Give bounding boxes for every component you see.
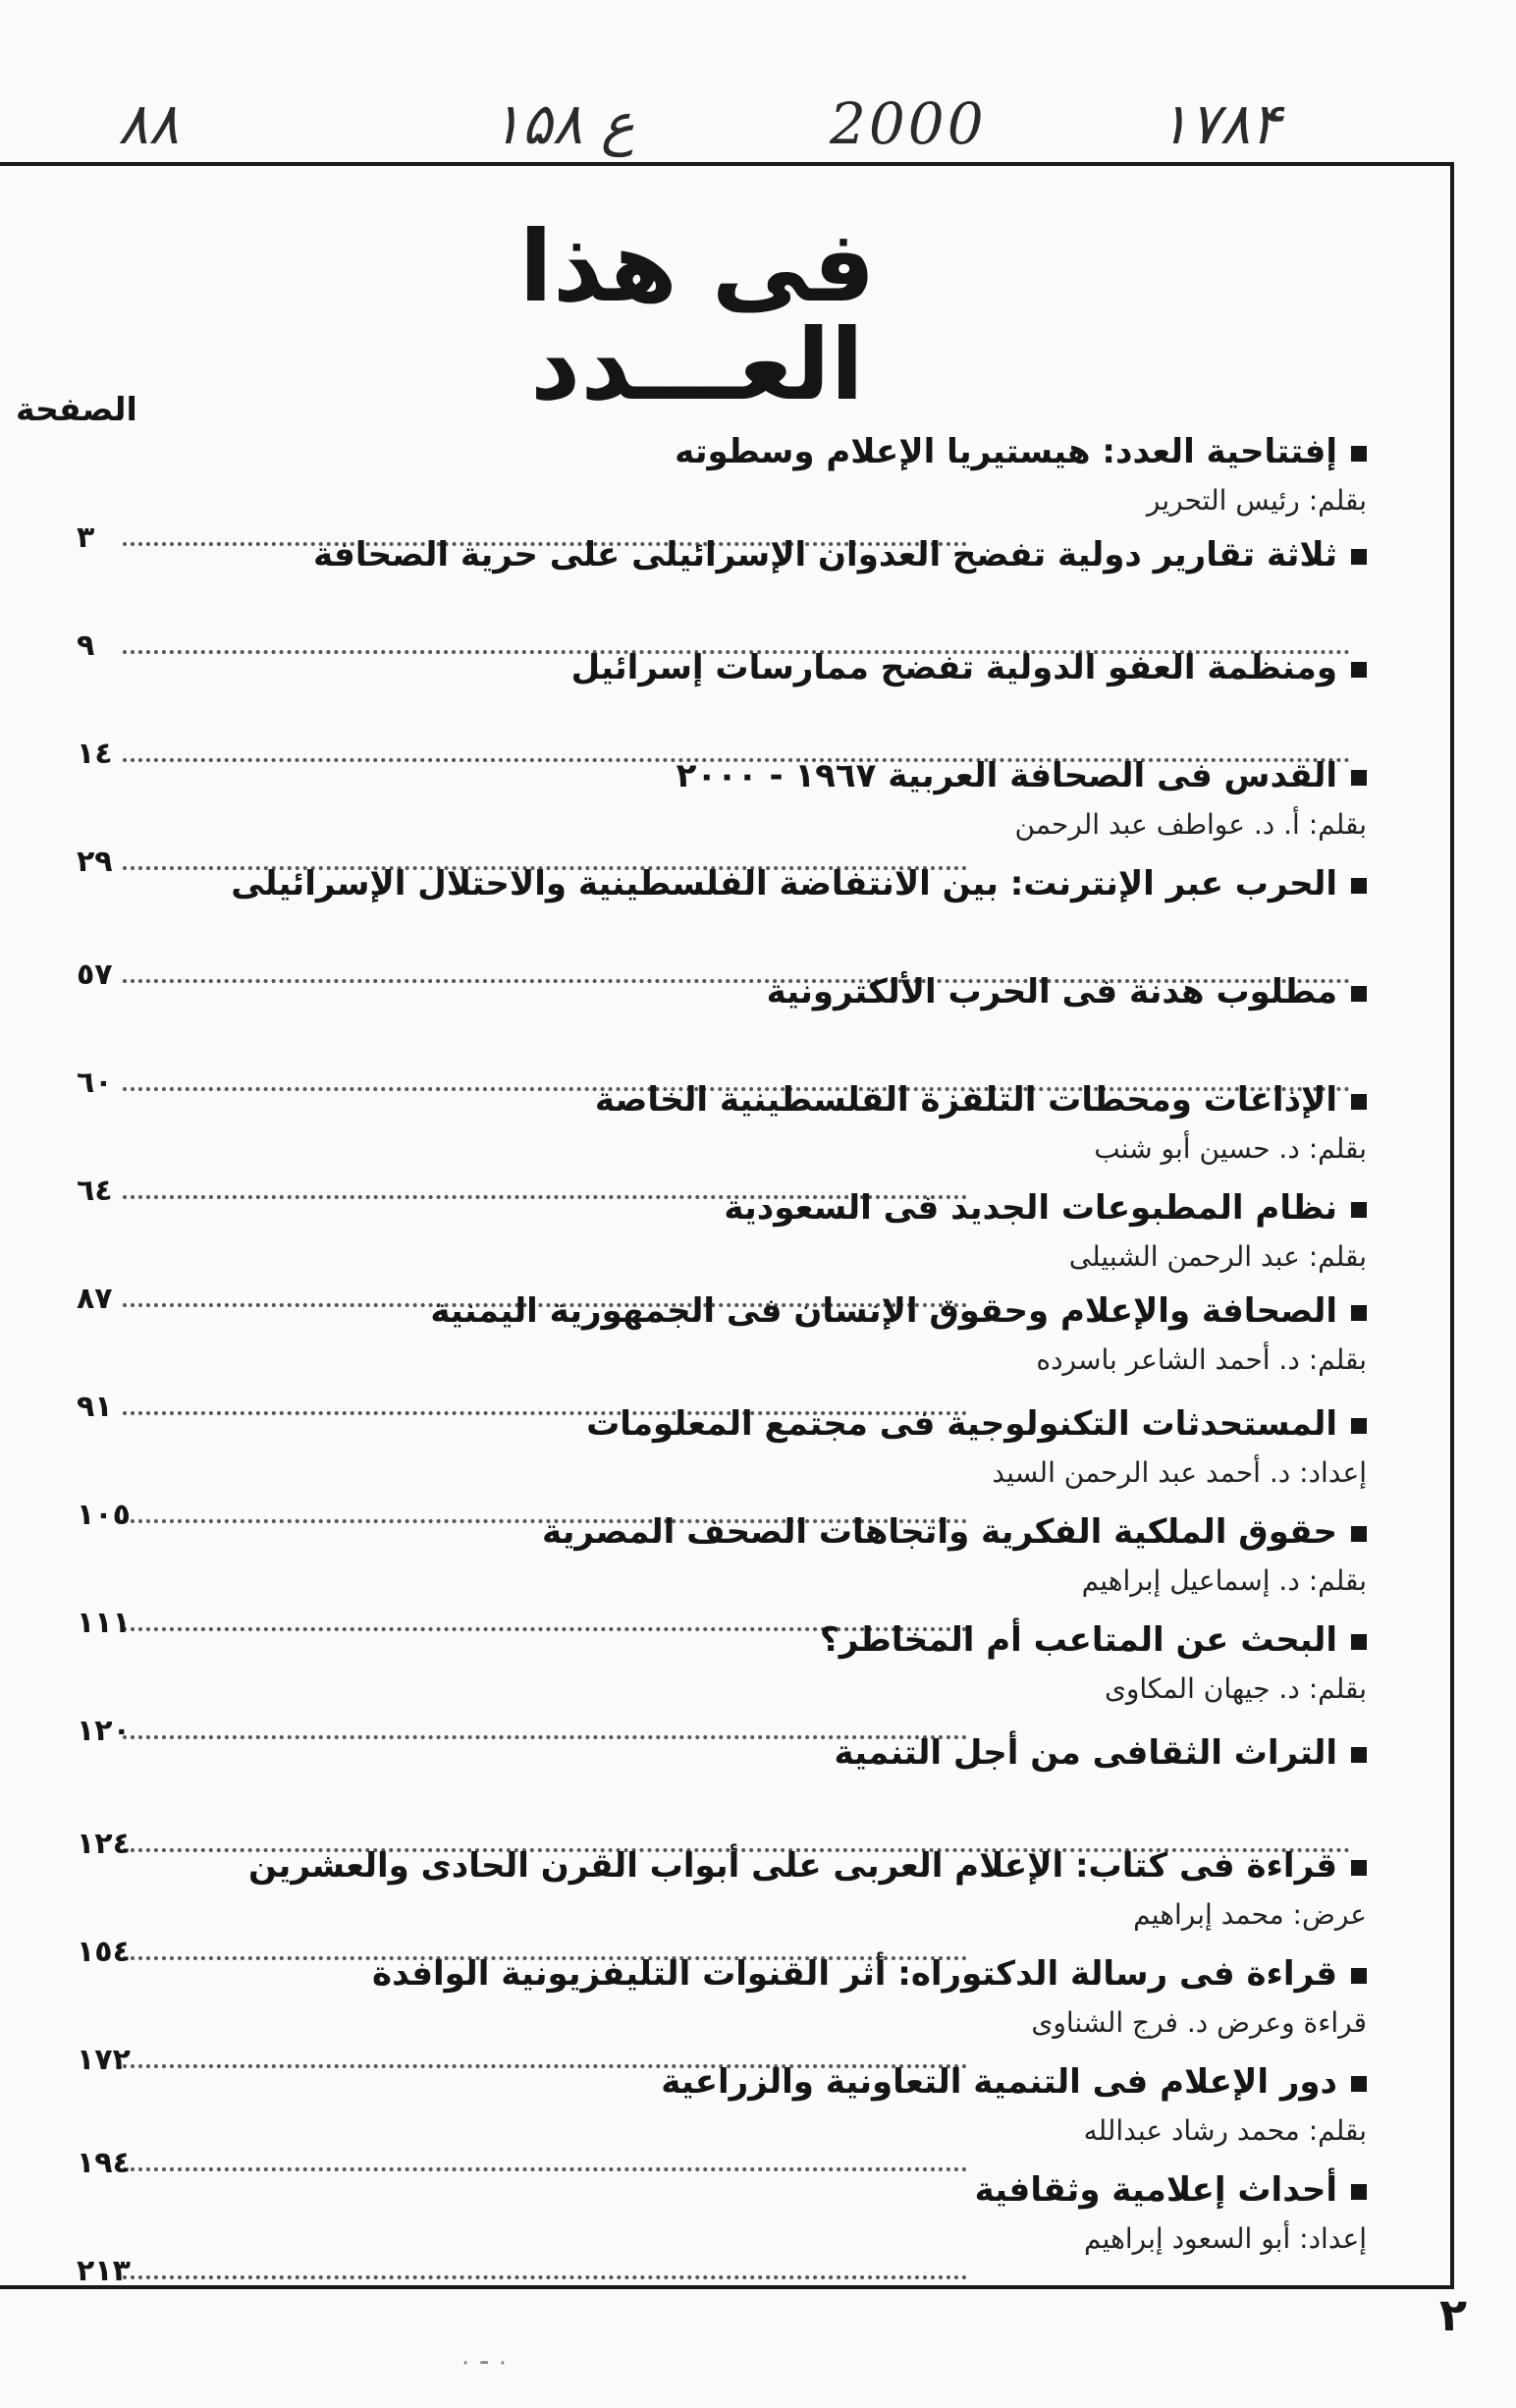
toc-entry-title-text: الحرب عبر الإنترنت: بين الانتفاضة الفلسطينية والاحتلال الإسرائيلى	[231, 864, 1337, 903]
square-bullet-icon	[1351, 446, 1367, 462]
toc-entry-title	[231, 864, 1367, 903]
toc-entry-author: بقلم: د. إسماعيل إبراهيم	[1081, 1564, 1367, 1597]
square-bullet-icon	[1351, 770, 1367, 786]
square-bullet-icon	[1351, 878, 1367, 894]
square-bullet-icon	[1351, 1968, 1367, 1984]
toc-entry-title	[313, 535, 1367, 575]
toc-entry-page-number: ۲۹	[77, 845, 113, 879]
folio-page-number: ۲	[1439, 2288, 1468, 2341]
square-bullet-icon	[1351, 662, 1367, 678]
page-column-label: الصفحة	[16, 390, 137, 428]
toc-entry-title	[542, 1512, 1367, 1552]
toc-entry-title-text: قراءة فى رسالة الدكتوراه: أثر القنوات التليفزيونية الوافدة	[372, 1954, 1337, 1994]
toc-entry-title	[820, 1620, 1367, 1660]
handwritten-note-center-right: 2000	[830, 90, 987, 157]
toc-entry-page-number: ۱۲٤	[77, 1827, 131, 1861]
toc-entry-title-text: المستحدثات التكنولوجية فى مجتمع المعلومات	[586, 1404, 1337, 1444]
handwritten-note-center-left: ۱۵۸ ع	[491, 90, 635, 157]
toc-entry-page-number: ٥۷	[77, 958, 113, 992]
square-bullet-icon	[1351, 1094, 1367, 1110]
square-bullet-icon	[1351, 2076, 1367, 2092]
toc-entry-author: بقلم: د. جيهان المكاوى	[1104, 1672, 1367, 1705]
toc-entry-title-text: الصحافة والإعلام وحقوق الإنسان فى الجمهورية اليمنية	[430, 1291, 1337, 1331]
square-bullet-icon	[1351, 1202, 1367, 1218]
toc-entry-author: بقلم: د. حسين أبو شنب	[1094, 1132, 1367, 1165]
toc-entry-page-number: ٦٤	[77, 1174, 113, 1208]
toc-entry-title-text: القدس فى الصحافة العربية ۱۹٦۷ - ۲۰۰۰	[676, 756, 1337, 795]
toc-entry-title	[724, 1188, 1367, 1228]
toc-entry-author: بقلم: رئيس التحرير	[1146, 484, 1367, 517]
square-bullet-icon	[1351, 2184, 1367, 2200]
toc-entry-author: إعداد: أبو السعود إبراهيم	[1084, 2222, 1367, 2255]
toc-entry-author: بقلم: عبد الرحمن الشبيلى	[1068, 1240, 1367, 1273]
toc-entry-title	[571, 648, 1367, 687]
toc-entry-page-number: ۱۰٥	[77, 1498, 131, 1532]
toc-entry-page-number: ۲۱۳	[77, 2254, 131, 2288]
toc-entry-title	[835, 1733, 1367, 1773]
scan-smudge: · ⁃ ·	[461, 2349, 508, 2379]
toc-entry-title-text: الإذاعات ومحطات التلفزة الفلسطينية الخاصة	[594, 1080, 1337, 1120]
toc-entry-title-text: البحث عن المتاعب أم المخاطر؟	[820, 1620, 1337, 1660]
toc-entry-title-text: ثلاثة تقارير دولية تفضح العدوان الإسرائيلى على حرية الصحافة	[312, 535, 1337, 575]
toc-entry-author: عرض: محمد إبراهيم	[1133, 1898, 1367, 1931]
square-bullet-icon	[1351, 1526, 1367, 1542]
toc-entry-title-text: مطلوب هدنة فى الحرب الألكترونية	[766, 972, 1337, 1012]
toc-entry-title-text: التراث الثقافى من أجل التنمية	[834, 1733, 1337, 1773]
square-bullet-icon	[1351, 986, 1367, 1002]
square-bullet-icon	[1351, 1747, 1367, 1763]
square-bullet-icon	[1351, 1305, 1367, 1321]
handwritten-note-left: ۸۸	[118, 90, 180, 157]
square-bullet-icon	[1351, 1418, 1367, 1434]
toc-entry-page-number: ۱۱۱	[77, 1606, 131, 1640]
dot-leader	[123, 2275, 967, 2279]
square-bullet-icon	[1351, 1634, 1367, 1650]
square-bullet-icon	[1351, 1860, 1367, 1876]
toc-entry-page-number: ۱۷۲	[77, 2043, 131, 2077]
toc-entry-title-text: ومنظمة العفو الدولية تفضح ممارسات إسرائيل	[570, 648, 1337, 687]
toc-entry-title	[586, 1404, 1367, 1444]
toc-entry-author: بقلم: د. أحمد الشاعر باسرده	[1036, 1343, 1367, 1376]
toc-entry-title	[767, 972, 1367, 1012]
toc-entry-author: بقلم: أ. د. عواطف عبد الرحمن	[1014, 808, 1367, 841]
toc-entry-page-number: ۱۹٤	[77, 2146, 131, 2180]
toc-entry-title	[430, 1291, 1367, 1331]
toc-entry-page-number: ۱۲۰	[77, 1714, 131, 1748]
page-title: فى هذا العـــدد	[518, 209, 876, 422]
toc-entry-page-number: ۱٤	[77, 737, 113, 771]
toc-entry-page-number: ٦۰	[77, 1066, 113, 1100]
toc-entry-author: قراءة وعرض د. فرج الشناوى	[1031, 2006, 1367, 2039]
square-bullet-icon	[1351, 549, 1367, 565]
toc-entry-page-number: ۸۷	[77, 1282, 113, 1316]
toc-entry-author: إعداد: د. أحمد عبد الرحمن السيد	[992, 1456, 1367, 1489]
toc-entry-title-text: أحداث إعلامية وثقافية	[974, 2170, 1337, 2210]
toc-entry-title-text: حقوق الملكية الفكرية واتجاهات الصحف المصرية	[542, 1512, 1337, 1552]
toc-entry-author: بقلم: محمد رشاد عبدالله	[1083, 2114, 1367, 2147]
toc-entry-title-text: إفتتاحية العدد: هيستيريا الإعلام وسطوته	[675, 432, 1337, 471]
toc-entry-page-number: ۹	[77, 629, 95, 663]
handwritten-note-right: ۱۷۸۴	[1159, 90, 1281, 157]
toc-entry-title	[595, 1080, 1367, 1120]
toc-entry-title	[661, 2062, 1367, 2102]
toc-entry-title	[675, 432, 1367, 471]
dot-leader	[123, 2167, 967, 2171]
toc-entry-page-number: ۹۱	[77, 1390, 113, 1424]
toc-entry-title-text: دور الإعلام فى التنمية التعاونية والزراعية	[661, 2062, 1337, 2102]
toc-entry-title-text: نظام المطبوعات الجديد فى السعودية	[724, 1188, 1337, 1228]
toc-entry-title	[677, 756, 1367, 795]
toc-entry-title	[975, 2170, 1367, 2210]
toc-entry-title	[372, 1954, 1367, 1994]
toc-entry-title-text: قراءة فى كتاب: الإعلام العربى على أبواب القرن الحادى والعشرين	[247, 1846, 1337, 1886]
toc-entry-page-number: ۱٥٤	[77, 1935, 131, 1969]
toc-entry-page-number: ۳	[77, 520, 95, 555]
toc-entry-title	[248, 1846, 1367, 1886]
